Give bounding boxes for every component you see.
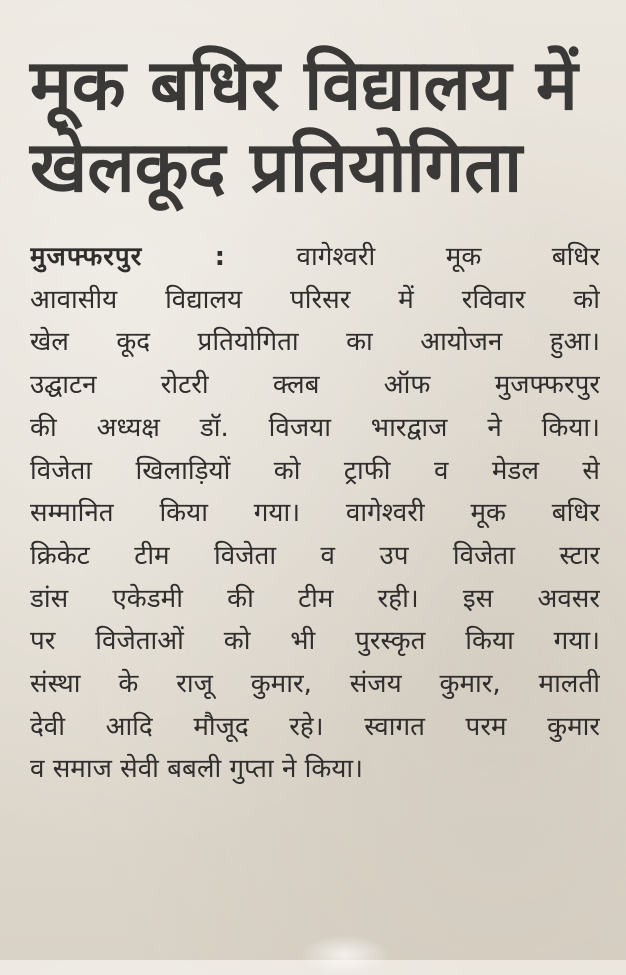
article-line-13: व समाज सेवी बबली गुप्ता ने किया। xyxy=(30,754,364,785)
dateline: मुजफ्फरपुर : xyxy=(30,242,227,272)
article-line-2: आवासीय विद्यालय परिसर में रविवार को xyxy=(30,284,600,315)
article-line-9: डांस एकेडमी की टीम रही। इस अवसर xyxy=(30,583,600,614)
article-line-8: क्रिकेट टीम विजेता व उप विजेता स्टार xyxy=(30,540,600,571)
headline-line-1: मूक बधिर विद्यालय में xyxy=(30,44,578,126)
article-line-1-text: वागेश्वरी मूक बधिर xyxy=(296,242,600,272)
article-line-7: सम्मानित किया गया। वागेश्वरी मूक बधिर xyxy=(30,498,600,529)
article-line-11: संस्था के राजू कुमार, संजय कुमार, मालती xyxy=(30,669,600,700)
article-line-6: विजेता खिलाड़ियों को ट्राफी व मेडल से xyxy=(30,455,600,486)
article-line-10: पर विजेताओं को भी पुरस्कृत किया गया। xyxy=(30,626,600,657)
article-line-1 xyxy=(30,236,600,279)
article-line-12: देवी आदि मौजूद रहे। स्वागत परम कुमार xyxy=(30,711,600,742)
article-body xyxy=(30,236,600,791)
article-line-4: उद्घाटन रोटरी क्लब ऑफ मुजफ्फरपुर xyxy=(30,370,600,401)
article-line-5: की अध्यक्ष डॉ. विजया भारद्वाज ने किया। xyxy=(30,412,600,443)
headline-line-2: खेलकूद प्रतियोगिता xyxy=(30,126,523,208)
paper-smudge xyxy=(300,935,390,975)
headline xyxy=(30,44,610,208)
article-line-3: खेल कूद प्रतियोगिता का आयोजन हुआ। xyxy=(30,327,600,358)
